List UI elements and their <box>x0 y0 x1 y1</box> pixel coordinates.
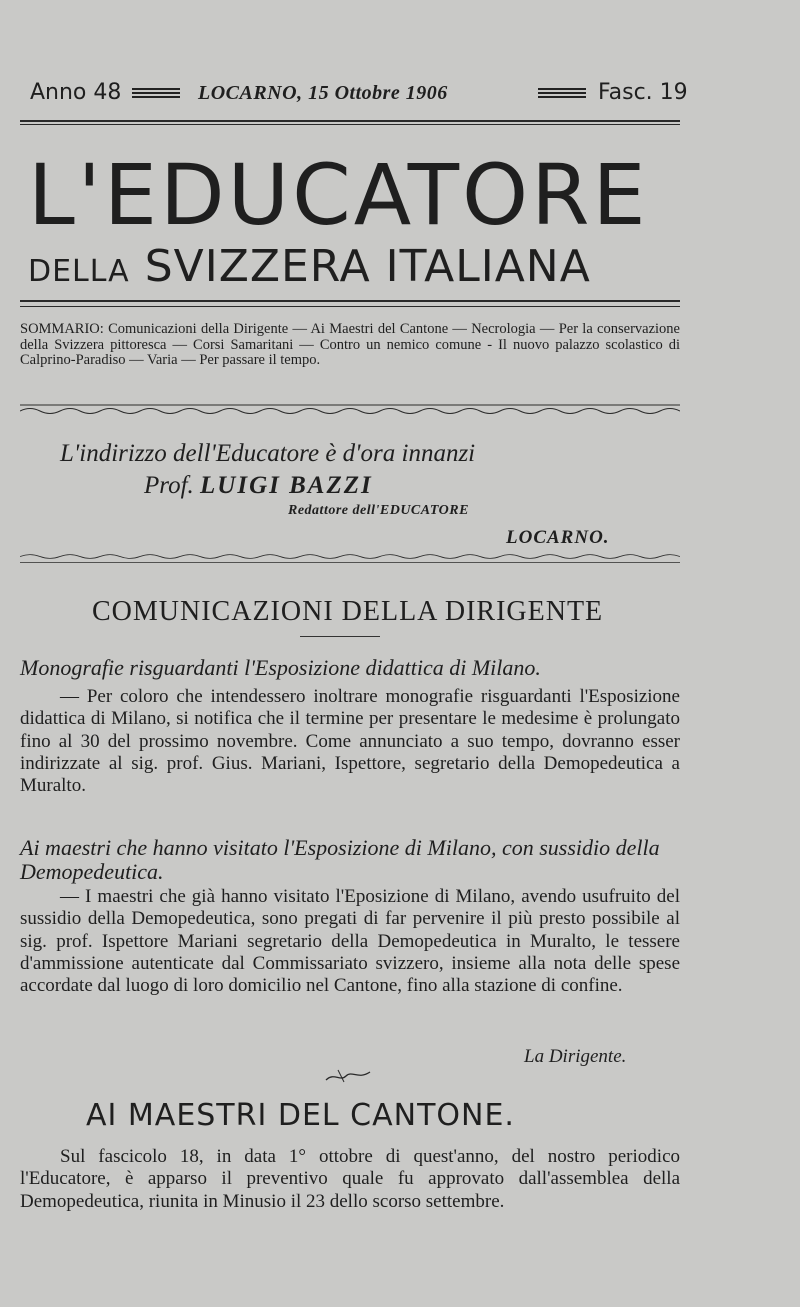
flourish-icon <box>324 1066 372 1086</box>
address-role: Redattore dell'EDUCATORE <box>288 503 469 518</box>
address-prof: Prof. <box>144 472 194 499</box>
divider-bars-right <box>538 88 586 100</box>
section-heading-comunicazioni: COMUNICAZIONI DELLA DIRIGENTE <box>92 596 604 627</box>
address-notice-name <box>144 472 373 500</box>
header-rule-top <box>20 120 680 122</box>
masthead-title: L'EDUCATORE <box>28 146 649 244</box>
masthead-subtitle-small: DELLA <box>28 254 130 289</box>
item2-body <box>20 886 680 997</box>
address-city: LOCARNO. <box>506 527 610 548</box>
masthead-rule <box>20 300 680 302</box>
table-of-contents: SOMMARIO: Comunicazioni della Dirigente — Ai Maestri del Cantone — Necrologia — Per la conservazione della Svizzera pittoresca — Corsi Samaritani — Contro un nemico comune - Il nuovo palazzo scolastico di Calprino-Paradiso — Varia — Per passare il tempo. <box>20 321 680 368</box>
item1-body <box>20 686 680 797</box>
section2-text: Sul fascicolo 18, in data 1° ottobre di quest'anno, del nostro periodico l'Educatore, è apparso il preventivo quale fu approvato dall'assemblea della Demopedeutica, riunita in Minusio il 23 dello scorso settembre. <box>20 1146 680 1212</box>
wavy-divider-top <box>20 404 680 416</box>
address-notice-line: L'indirizzo dell'Educatore è d'ora innanzi <box>60 440 476 467</box>
masthead-subtitle-big: SVIZZERA ITALIANA <box>144 241 591 292</box>
wavy-divider-bottom <box>20 552 680 564</box>
item1-title: Monografie risguardanti l'Esposizione didattica di Milano. <box>20 655 541 680</box>
masthead-subtitle <box>28 242 688 297</box>
section-heading-maestri: AI MAESTRI DEL CANTONE. <box>86 1098 515 1133</box>
header-rule-top-thin <box>20 124 680 125</box>
item2-text: — I maestri che già hanno visitato l'Eposizione di Milano, avendo usufruito del sussidio della Demopedeutica, sono pregati di far pervenire il più presto possibile al sig. prof. Ispettore Mariani segretario della Demopedeutica in Muralto, le tessere d'ammissione autenticate dal Commissariato svizzero, insieme alla nota delle spese accordate dal luogo di loro domicilio nel Cantone, fino alla stazione di confine. <box>20 886 680 997</box>
address-editor-name: LUIGI BAZZI <box>200 472 373 499</box>
section2-body <box>20 1146 680 1213</box>
item1-text: — Per coloro che intendessero inoltrare monografie risguardanti l'Esposizione didattica di Milano, si notifica che il termine per presentare le medesime è prolungato fino al 30 del prossimo novembre. Come annunciato a suo tempo, dovranno esser indirizzate al sig. prof. Gius. Mariani, Ispettore, segretario della Demopedeutica a Muralto. <box>20 686 680 797</box>
section-heading-underline <box>300 636 380 637</box>
divider-bars-left <box>132 88 180 100</box>
issue-number: Fasc. 19 <box>598 80 688 105</box>
place-date: LOCARNO, 15 Ottobre 1906 <box>198 82 448 104</box>
item2-title: Ai maestri che hanno visitato l'Esposizione di Milano, con sussidio della Demopedeutica. <box>20 835 660 884</box>
masthead-rule-thin <box>20 306 680 307</box>
signature: La Dirigente. <box>524 1046 627 1067</box>
issue-year: Anno 48 <box>30 80 122 105</box>
